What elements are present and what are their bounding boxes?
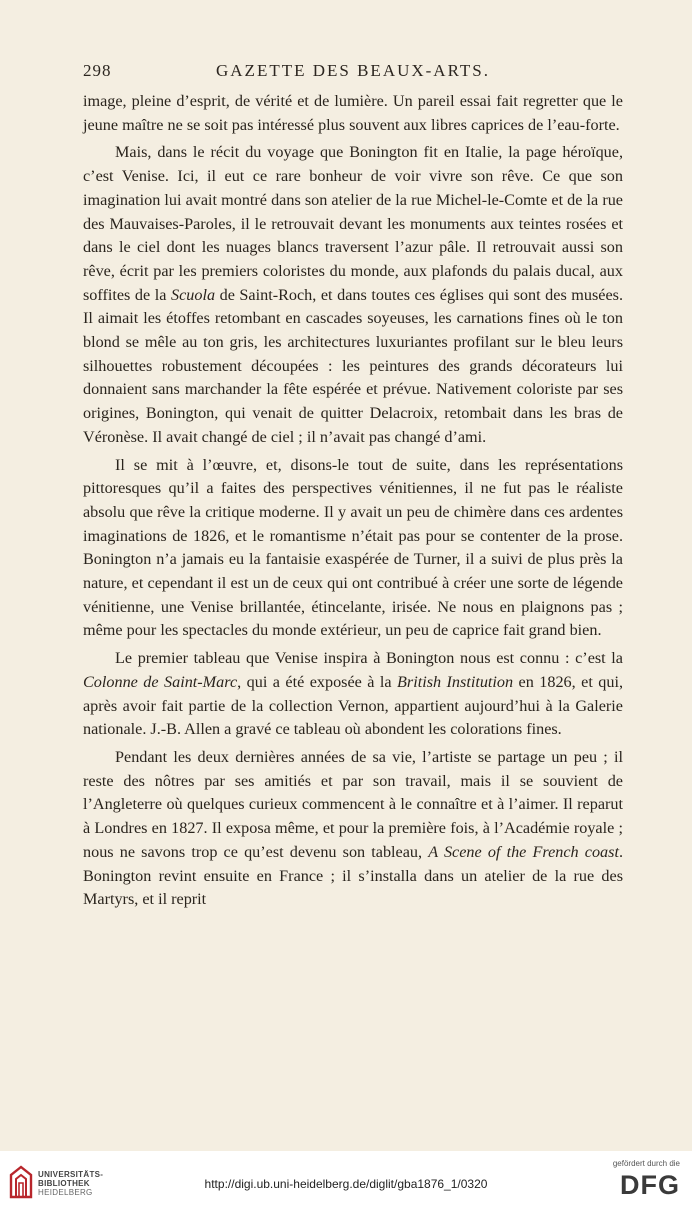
running-header bbox=[83, 61, 623, 85]
article-body bbox=[83, 90, 623, 912]
text-run: image, pleine d’esprit, de vérité et de lumière. Un pareil essai fait regretter que le jeune maître ne se soit pas intéressé plus souvent aux libres caprices de l’eau-forte. bbox=[83, 92, 623, 134]
library-logo-line1: UNIVERSITÄTS- bbox=[38, 1170, 104, 1179]
italic-title: Colonne de Saint-Marc bbox=[83, 672, 238, 691]
text-run: de Saint-Roch, et dans toutes ces églises qui sont des musées. Il aimait les étoffes retombant en cascades soyeuses, les carnations fines où le ton blond se mêle au ton gris, les architectures luxuriantes profilant sur le bleu leurs silhouettes robustement découpées : les peintures des grands décorateurs lui donnaient sans marchander la fête espérée et prévue. Nativement coloriste par ses origines, Bonington, qui venait de quitter Delacroix, retombait dans les bras de Véronèse. Il avait changé de ciel ; il n’avait pas changé d’ami. bbox=[83, 285, 623, 446]
text-run: , qui a été exposée à la bbox=[237, 672, 398, 691]
paragraph bbox=[83, 746, 623, 912]
text-run: Pendant les deux dernières années de sa vie, l’artiste se partage un peu ; il reste des nôtres par ses amitiés et par son travail, mais il se souvient de l’Angleterre où quelques curieux commencent à le connaître et à l’aimer. Il reparut à Londres en 1827. Il exposa même, et pour la première fois, à l’Académie royale ; nous ne savons trop ce qu’est devenu son tableau, bbox=[83, 747, 623, 861]
dfg-mark: DFG bbox=[620, 1170, 680, 1200]
permalink-url[interactable]: http://digi.ub.uni-heidelberg.de/diglit/gba1876_1/0320 bbox=[204, 1177, 488, 1191]
page-number: 298 bbox=[83, 61, 112, 80]
paragraph bbox=[83, 90, 623, 137]
library-logo[interactable] bbox=[8, 1165, 108, 1201]
text-run: Il se mit à l’œuvre, et, disons-le tout de suite, dans les représentations pittoresques qu’il a faites des perspectives vénitiennes, il ne fut pas le réaliste absolu que rêve la critique moderne. Il y avait un peu de chimère dans ces ardentes imaginations de 1826, et le romantisme n’était pas pour se contenter de la prose. Bonington n’a jamais eu la fantaisie exaspérée de Turner, il a suivi de plus près la nature, et cependant il est un de ceux qui ont contribué à créer une sorte de légende vénitienne, une Venise brillantée, étincelante, irisée. Ne nous en plaignons pas ; même pour les spectacles du monde extérieur, un peu de caprice fait grand bien. bbox=[83, 455, 623, 640]
text-run: Mais, dans le récit du voyage que Bonington fit en Italie, la page héroïque, c’est Venise. Ici, il eut ce rare bonheur de voir vivre son rêve. Ce que son imagination lui avait montré dans son atelier de la rue Michel-le-Comte et de la rue des Mauvaises-Paroles, il le retrouvait devant les monuments aux teintes rosées et dans le ciel dont les nuages blancs traversent l’azur pâle. Il retrouvait aussi son rêve, écrit par les premiers coloristes du monde, aux plafonds du palais ducal, aux soffites de la bbox=[83, 143, 623, 304]
digitization-footer bbox=[0, 1151, 692, 1209]
paragraph bbox=[83, 454, 623, 644]
italic-title: A Scene of the French coast bbox=[428, 842, 619, 861]
text-run: en 1826, et qui, après avoir fait partie de la collection Vernon, appartient aujourd’hui à la Galerie nationale. J.-B. Allen a gravé ce tableau où abondent les colorations fines. bbox=[83, 672, 623, 739]
library-logo-line2: BIBLIOTHEK bbox=[38, 1179, 90, 1188]
italic-title: Scuola bbox=[170, 285, 216, 304]
library-logo-line3: HEIDELBERG bbox=[38, 1188, 93, 1197]
dfg-logo[interactable] bbox=[600, 1159, 680, 1205]
text-run: Le premier tableau que Venise inspira à Bonington nous est connu : c’est la bbox=[115, 649, 623, 668]
paragraph bbox=[83, 647, 623, 742]
library-emblem-icon bbox=[8, 1165, 34, 1199]
text-run: . Bonington revint ensuite en France ; il s’installa dans un atelier de la rue des Martyrs, et il reprit bbox=[83, 842, 623, 909]
sponsor-caption: gefördert durch die bbox=[612, 1159, 680, 1168]
running-title: GAZETTE DES BEAUX-ARTS. bbox=[216, 61, 490, 80]
paragraph bbox=[83, 141, 623, 449]
italic-title: British Institution bbox=[397, 672, 514, 691]
